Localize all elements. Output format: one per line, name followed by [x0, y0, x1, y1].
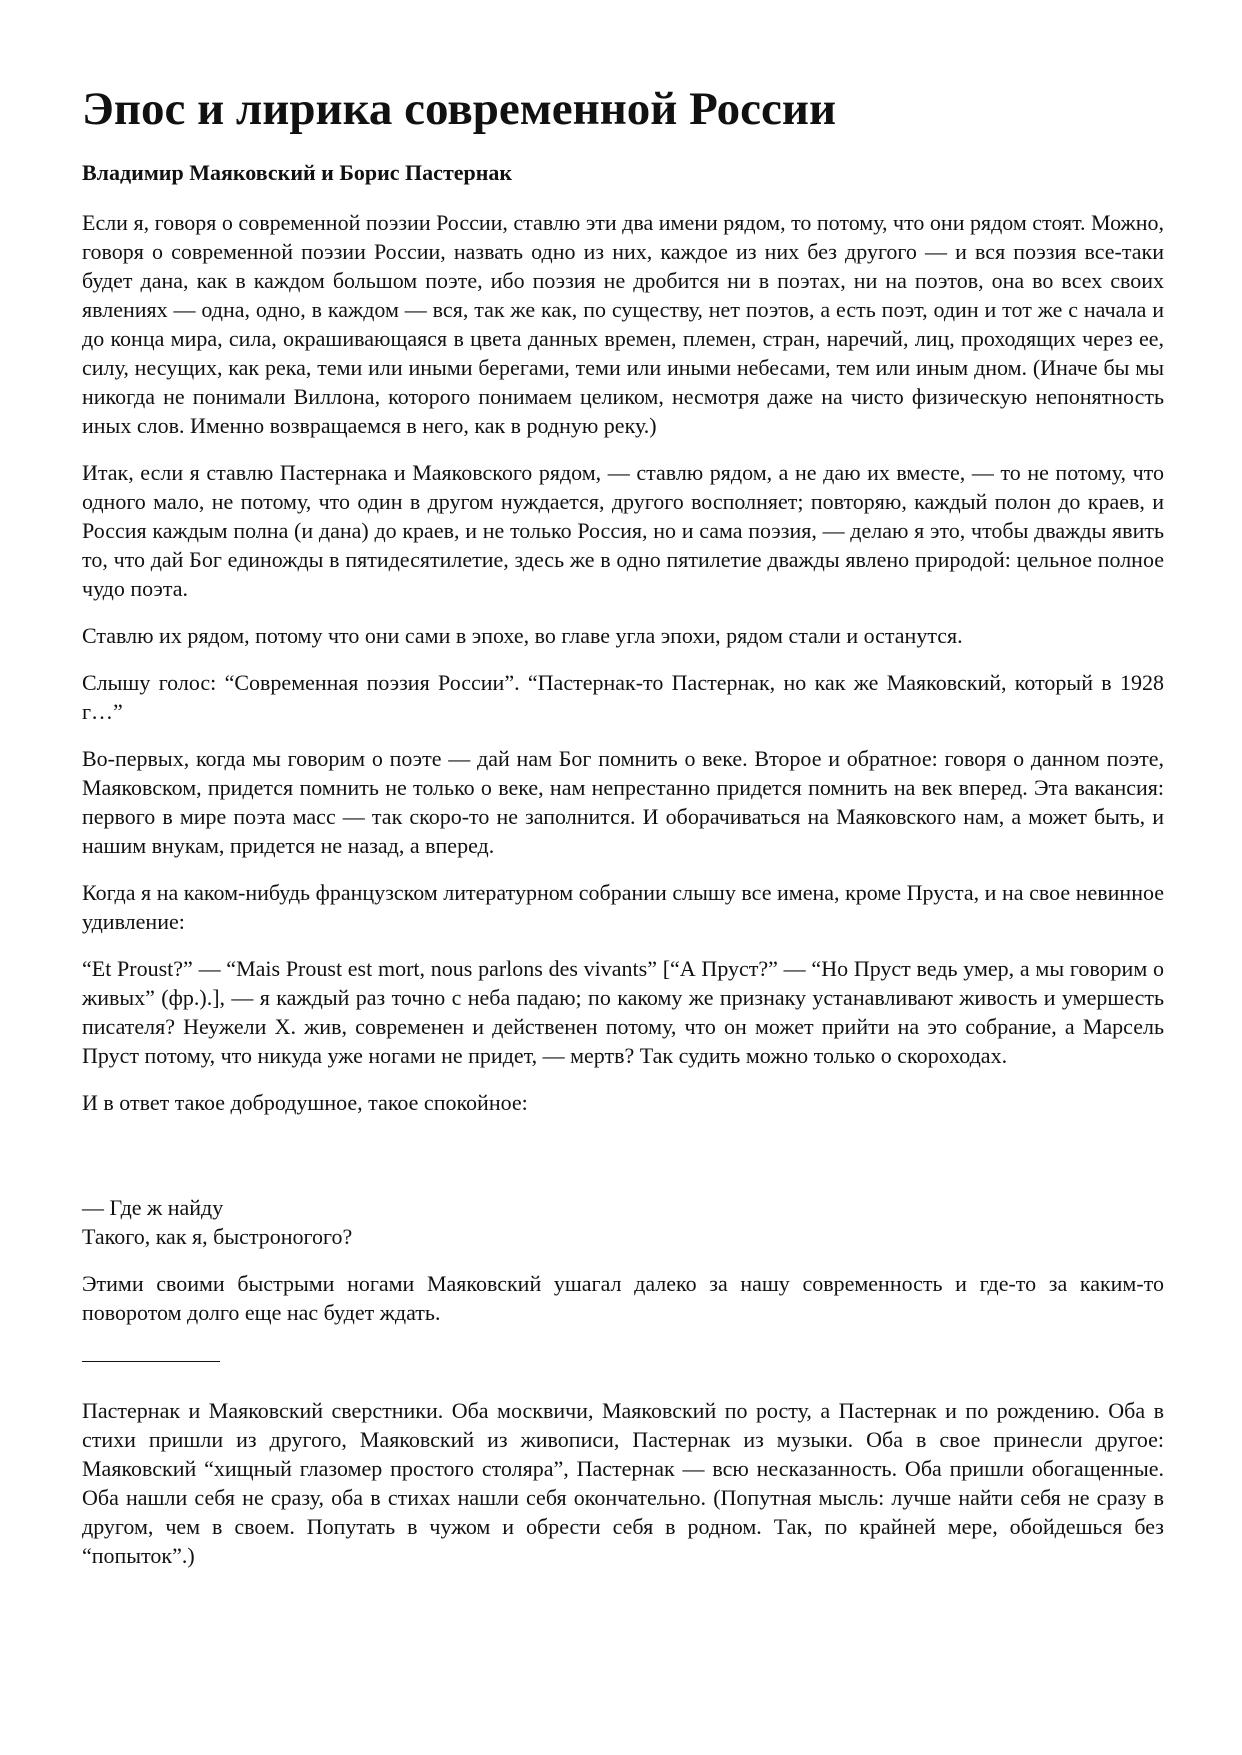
paragraph-1: Если я, говоря о современной поэзии России, ставлю эти два имени рядом, то потому, что они рядом стоят. Можно, говоря о современной поэзии России, назвать одно из них, каждое из них без другого — и вся поэзия все-таки будет дана, как в каждом большом поэте, ибо поэзия не дробится ни в поэтах, ни на поэтов, она во всех своих явлениях — одна, одно, в каждом — вся, так же как, по существу, нет поэтов, а есть поэт, один и тот же с начала и до конца мира, сила, окрашивающаяся в цвета данных времен, племен, стран, наречий, лиц, проходящих через ее, силу, несущих, как река, теми или иными берегами, теми или иными небесами, тем или иным дном. (Иначе бы мы никогда не понимали Виллона, которого понимаем целиком, несмотря даже на чисто физическую непонятность иных слов. Именно возвращаемся в него, как в родную реку.) — [82, 210, 1164, 439]
paragraph-7: “Et Proust?” — “Mais Proust est mort, nous parlons des vivants” [“А Пруст?” — “Но Пруст ведь умер, а мы говорим о живых” (фр.).], — я каждый раз точно с неба падаю; по какому же признаку устанавливают живость и умершесть писателя? Неужели Х. жив, современен и действенен потому, что он может прийти на это собрание, а Марсель Пруст потому, что никуда уже ногами не придет, — мертв? Так судить можно только о скороходах. — [82, 956, 1164, 1069]
paragraph-3: Ставлю их рядом, потому что они сами в эпохе, во главе угла эпохи, рядом стали и останутся. — [82, 623, 963, 649]
verse-line-1: — Где ж найду — [82, 1195, 224, 1221]
document-page — [82, 84, 1164, 1588]
closing-paragraph: Этими своими быстрыми ногами Маяковский ушагал далеко за нашу современность и где-то за каким-то поворотом долго еще нас будет ждать. — [82, 1271, 1164, 1326]
page-subtitle: Владимир Маяковский и Борис Пастернак — [82, 159, 513, 185]
section-separator — [82, 1361, 220, 1362]
paragraph-6: Когда я на каком-нибудь французском литературном собрании слышу все имена, кроме Пруста, и на свое невинное удивление: — [82, 880, 1164, 935]
paragraph-5: Во-первых, когда мы говорим о поэте — дай нам Бог помнить о веке. Второе и обратное: говоря о данном поэте, Маяковском, придется помнить не только о веке, нам непрестанно придется помнить на век вперед. Эта вакансия: первого в мире поэта масс — так скоро-то не заполнится. И оборачиваться на Маяковского нам, а может быть, и нашим внукам, придется не назад, а вперед. — [82, 746, 1164, 859]
verse-quote — [82, 1193, 1164, 1251]
verse-spacer — [82, 1135, 1164, 1193]
verse-line-2: Такого, как я, быстроногого? — [82, 1224, 353, 1250]
paragraph-2: Итак, если я ставлю Пастернака и Маяковского рядом, — ставлю рядом, а не даю их вместе, — то не потому, что одного мало, не потому, что один в другом нуждается, другого восполняет; повторяю, каждый полон до краев, и Россия каждым полна (и дана) до краев, и не только Россия, но и сама поэзия, — делаю я это, чтобы дважды явить то, что дай Бог единожды в пятидесятилетие, здесь же в одно пятилетие дважды явлено природой: цельное полное чудо поэта. — [82, 460, 1164, 602]
page-title: Эпос и лирика современной России — [82, 83, 837, 135]
paragraph-4: Слышу голос: “Современная поэзия России”. “Пастернак-то Пастернак, но как же Маяковский, который в 1928 г…” — [82, 670, 1164, 725]
after-separator-paragraph: Пастернак и Маяковский сверстники. Оба москвичи, Маяковский по росту, а Пастернак и по рождению. Оба в стихи пришли из другого, Маяковский из живописи, Пастернак из музыки. Оба в свое принесли другое: Маяковский “хищный глазомер простого столяра”, Пастернак — всю несказанность. Оба пришли обогащенные. Оба нашли себя не сразу, оба в стихах нашли себя окончательно. (Попутная мысль: лучше найти себя не сразу в другом, чем в своем. Попутать в чужом и обрести себя в родном. Так, по крайней мере, обойдешься без “попыток”.) — [82, 1398, 1164, 1569]
paragraph-8: И в ответ такое добродушное, такое спокойное: — [82, 1090, 528, 1116]
